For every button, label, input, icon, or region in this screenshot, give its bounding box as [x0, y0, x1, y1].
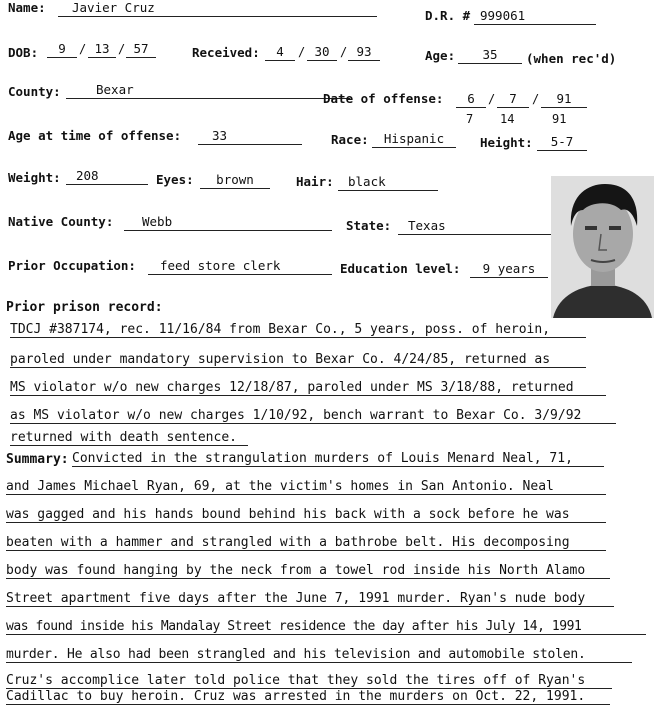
prior-occupation-label: Prior Occupation:	[8, 258, 136, 273]
offense2-day: 14	[500, 112, 515, 126]
summary-line: murder. He also had been strangled and his television and automobile stolen.	[6, 647, 632, 663]
summary-line: and James Michael Ryan, 69, at the victim's homes in San Antonio. Neal	[6, 479, 606, 495]
inmate-photo	[551, 176, 654, 318]
education-label: Education level:	[340, 261, 461, 276]
weight-label: Weight:	[8, 170, 61, 185]
dob-day: 13	[88, 41, 116, 58]
dob-label: DOB:	[8, 45, 39, 60]
dr-label: D.R. #	[425, 8, 471, 23]
education-value: 9 years	[470, 261, 548, 278]
weight-value: 208	[66, 168, 148, 185]
prison-record-line: paroled under mandatory supervision to Bexar Co. 4/24/85, returned as	[10, 352, 586, 368]
age-note: (when rec'd)	[526, 51, 617, 66]
state-label: State:	[346, 218, 392, 233]
offense2-month: 7	[466, 112, 474, 126]
dob-year: 57	[126, 41, 156, 58]
summary-line: was gagged and his hands bound behind his back with a sock before he was	[6, 507, 606, 523]
eyes-label: Eyes:	[156, 172, 194, 187]
eyes-value: brown	[200, 172, 270, 189]
height-label: Height:	[480, 135, 533, 150]
summary-line: Convicted in the strangulation murders of Louis Menard Neal, 71,	[72, 451, 604, 467]
race-value: Hispanic	[372, 131, 456, 148]
received-label: Received:	[192, 45, 260, 60]
summary-label: Summary:	[6, 452, 69, 467]
inmate-photo-image	[551, 176, 654, 318]
summary-line: was found inside his Mandalay Street residence the day after his July 14, 1991	[6, 619, 646, 635]
name-value: Javier Cruz	[58, 0, 377, 17]
prison-record-line: as MS violator w/o new charges 1/10/92, bench warrant to Bexar Co. 3/9/92	[10, 408, 616, 424]
hair-value: black	[338, 174, 438, 191]
age-label: Age:	[425, 48, 456, 63]
county-label: County:	[8, 84, 61, 99]
age-at-offense-value: 33	[198, 128, 302, 145]
prior-occupation-value: feed store clerk	[148, 258, 332, 275]
prior-prison-record-label: Prior prison record:	[6, 300, 163, 315]
summary-line: Cadillac to buy heroin. Cruz was arrested in the murders on Oct. 22, 1991.	[6, 689, 610, 705]
height-value: 5-7	[537, 134, 587, 151]
offense-day: 7	[497, 91, 529, 108]
summary-line: Cruz's accomplice later told police that they sold the tires off of Ryan's	[6, 673, 612, 689]
name-label: Name:	[8, 0, 46, 15]
summary-line: Street apartment five days after the June 7, 1991 murder. Ryan's nude body	[6, 591, 614, 607]
summary-line: beaten with a hammer and strangled with a bathrobe belt. His decomposing	[6, 535, 606, 551]
summary-line: body was found hanging by the neck from a towel rod inside his North Alamo	[6, 563, 610, 579]
offense-year: 91	[541, 91, 587, 108]
hair-label: Hair:	[296, 174, 334, 189]
received-day: 30	[307, 44, 337, 61]
prison-record-line: MS violator w/o new charges 12/18/87, paroled under MS 3/18/88, returned	[10, 380, 606, 396]
age-at-offense-label: Age at time of offense:	[8, 128, 182, 143]
native-county-value: Webb	[124, 214, 332, 231]
received-month: 4	[265, 44, 295, 61]
prison-record-line: TDCJ #387174, rec. 11/16/84 from Bexar Co., 5 years, poss. of heroin,	[10, 322, 586, 338]
age-value: 35	[458, 47, 522, 64]
native-county-label: Native County:	[8, 214, 114, 229]
county-value: Bexar	[66, 82, 350, 99]
offense2-year: 91	[552, 112, 567, 126]
dob-month: 9	[47, 41, 77, 58]
offense-month: 6	[456, 91, 486, 108]
state-value: Texas	[398, 218, 558, 235]
received-year: 93	[348, 44, 380, 61]
prison-record-line: returned with death sentence.	[10, 430, 248, 446]
race-label: Race:	[331, 132, 369, 147]
dr-value: 999061	[474, 8, 596, 25]
date-of-offense-label: Date of offense:	[323, 91, 444, 106]
